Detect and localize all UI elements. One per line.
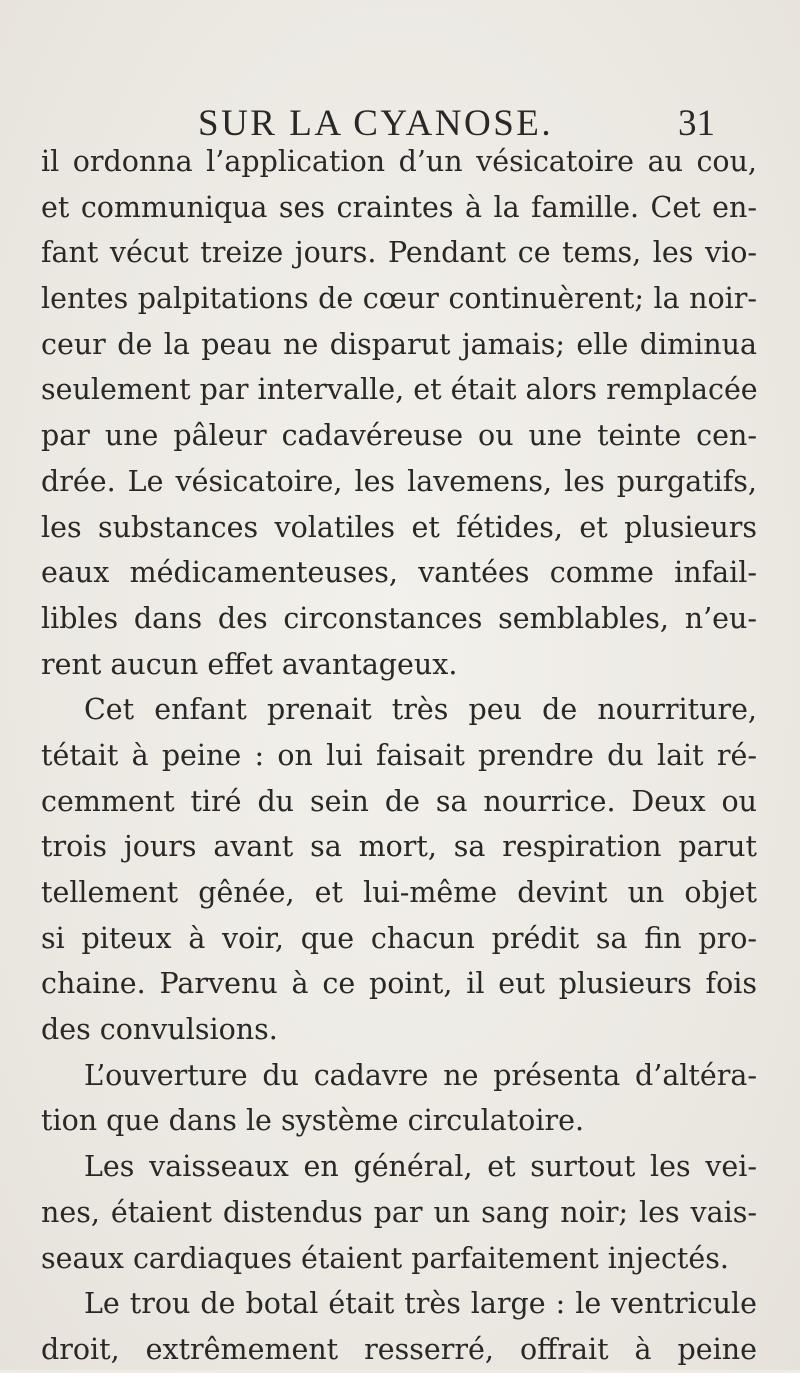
text-line: cemment tiré du sein de sa nourrice. Deux ou [41,784,757,818]
paragraph-first-line: Les vaisseaux en général, et surtout les vei- [84,1150,757,1184]
text-line: nes, étaient distendus par un sang noir; les vais- [41,1195,757,1229]
text-line: rent aucun effet avantageux. [41,647,458,681]
paragraph-first-line: L’ouverture du cadavre ne présenta d’altéra- [84,1058,757,1092]
text-line: chaine. Parvenu à ce point, il eut plusieurs fois [41,967,757,1001]
text-line: ceur de la peau ne disparut jamais; elle diminua [41,327,757,361]
text-line: trois jours avant sa mort, sa respiration parut [41,830,757,864]
text-line: et communiqua ses craintes à la famille. Cet en- [41,190,757,224]
text-line: droit, extrêmement resserré, offrait à peine [41,1332,757,1366]
text-line: libles dans des circonstances semblables, n’eu- [41,601,757,635]
text-line: drée. Le vésicatoire, les lavemens, les purgatifs, [41,464,757,498]
text-line: tétait à peine : on lui faisait prendre du lait ré- [41,738,757,772]
text-line: des convulsions. [41,1013,278,1047]
paragraph-first-line: Cet enfant prenait très peu de nourriture, [84,693,757,727]
text-line: seulement par intervalle, et était alors remplacée [41,373,758,407]
text-line: eaux médicamenteuses, vantées comme infail- [41,556,757,590]
text-line: il ordonna l’application d’un vésicatoire au cou, [41,145,757,178]
text-line: tion que dans le système circulatoire. [41,1104,585,1138]
page-number: 31 [678,103,715,144]
text-line: seaux cardiaques étaient parfaitement injectés. [41,1241,729,1275]
body-text [41,139,757,1373]
text-line: tellement gênée, et lui-même devint un objet [41,876,757,909]
text-line: par une pâleur cadavéreuse ou une teinte cen- [41,419,757,453]
running-title: SUR LA CYANOSE. [198,103,554,144]
paragraph-first-line: Le trou de botal était très large : le ventricule [84,1287,757,1321]
text-line: fant vécut treize jours. Pendant ce tems, les vio- [41,236,757,270]
text-line: les substances volatiles et fétides, et plusieurs [41,510,757,544]
text-line: si piteux à voir, que chacun prédit sa fin pro- [41,921,757,955]
text-line: lentes palpitations de cœur continuèrent; la noir- [41,282,757,316]
